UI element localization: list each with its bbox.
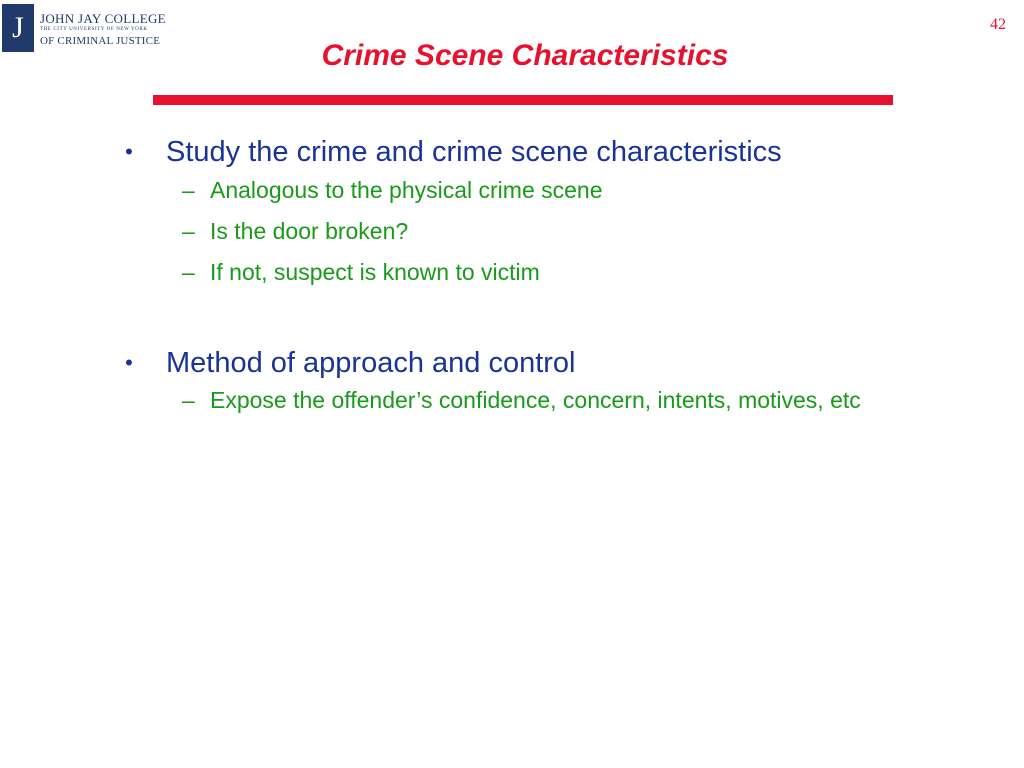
sub-bullet-item: [166, 170, 1002, 211]
dash-icon: –: [182, 387, 195, 413]
bullet-text: Study the crime and crime scene characteristics: [166, 136, 782, 168]
bullet-dot-icon: •: [125, 139, 133, 164]
sub-bullet-text: Is the door broken?: [210, 218, 409, 244]
sub-bullet-text: If not, suspect is known to victim: [210, 259, 540, 285]
sub-bullet-item: [166, 211, 1002, 252]
logo-mark: J: [2, 4, 34, 52]
slide-title: Crime Scene Characteristics: [321, 39, 729, 72]
bullet-text: Method of approach and control: [166, 347, 576, 379]
sub-bullet-text: Analogous to the physical crime scene: [210, 177, 603, 203]
dash-icon: –: [182, 259, 195, 285]
title-underline-rule: [153, 95, 893, 105]
sub-bullet-item: [166, 381, 1002, 415]
bullet-list: [122, 130, 1002, 415]
sub-bullet-item: [166, 252, 1002, 293]
sub-bullet-list: [166, 170, 1002, 293]
dash-icon: –: [182, 218, 195, 244]
college-logo: [2, 4, 166, 52]
bullet-item: [122, 341, 1002, 415]
bullet-dot-icon: •: [125, 350, 133, 375]
sub-bullet-text: Expose the offender’s confidence, concern, intents, motives, etc: [210, 387, 861, 413]
dash-icon: –: [182, 177, 195, 203]
logo-college-name: JOHN JAY COLLEGE: [40, 11, 166, 26]
logo-university-name: THE CITY UNIVERSITY OF NEW YORK: [40, 27, 148, 32]
slide-number: 42: [990, 16, 1006, 33]
logo-college-subtitle: OF CRIMINAL JUSTICE: [40, 35, 161, 47]
sub-bullet-list: [166, 381, 1002, 415]
bullet-item: [122, 130, 1002, 293]
